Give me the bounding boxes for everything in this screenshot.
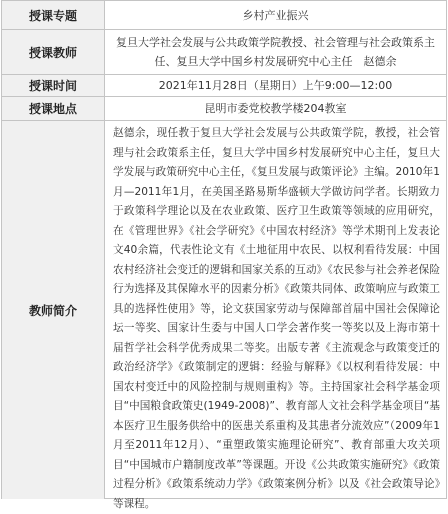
time-label: 授课时间 — [2, 75, 105, 96]
bio-text: 赵德余，现任教于复旦大学社会发展与公共政策学院，教授，社会管理与社会政策系主任，复旦大学中国乡村发展研究中心主任，复旦大学发展与政策研究中心主任，《复旦发展与政策评论》主编。2010年1月—2011年1月，在美国圣路易斯华盛顿大学做访问学者。长期致力于政策科学理论以及在农业政策、医疗卫生政策等领域的应用研究，在《管理世界》《社会学研究》《中国农村经济》等学术期刊上发表论文40余篇，代表性论文有《土地征用中农民、以权利看待发展：中国农村经济社会变迁的逻辑和国家关系的互动》《农民参与社会养老保险行为选择及其保障水平的因素分析》《政策共同体、政策响应与政策工具的选择性使用》等，论文获国家劳动与保障部首届中国社会保障论坛一等奖、国家计生委与中国人口学会著作奖一等奖以及上海市第十届哲学社会科学优秀成果二等奖。出版专著《主流观念与政策变迁的政治经济学》《政策制定的逻辑：经验与解释》《以权利看待发展：中国农村变迁中的风险控制与规则重构》等。主持国家社会科学基金项目“中国粮食政策史(1949-2008)”、教育部人文社会科学基金项目“基本医疗卫生服务供给中的医患关系重构及其患者分流效应”（2009年1月至2011年12月）、“重塑政策实施理论研究”、教育部重大攻关项目“中国城市户籍制度改革”等课题。开设《公共政策实施研究》《政策过程分析》《政策系统动力学》《政策案例分析》以及《社会政策导论》等课程。 — [113, 127, 440, 510]
location-label: 授课地点 — [2, 97, 105, 120]
teacher-label: 授课教师 — [2, 30, 105, 74]
row-location — [2, 97, 446, 121]
row-teacher — [2, 30, 446, 75]
topic-label: 授课专题 — [2, 1, 105, 29]
row-time — [2, 75, 446, 97]
bio-label: 教师简介 — [2, 121, 105, 499]
time-value: 2021年11月28日（星期日）上午9:00—12:00 — [158, 79, 393, 92]
row-bio — [2, 121, 446, 510]
course-info-table — [1, 0, 447, 510]
topic-value: 乡村产业振兴 — [242, 8, 309, 22]
row-topic — [2, 1, 446, 30]
location-value: 昆明市委党校教学楼204教室 — [204, 102, 347, 115]
teacher-value: 复旦大学社会发展与公共政策学院教授、社会管理与社会政策系主任、复旦大学中国乡村发展研究中心主任 赵德余 — [116, 36, 435, 68]
